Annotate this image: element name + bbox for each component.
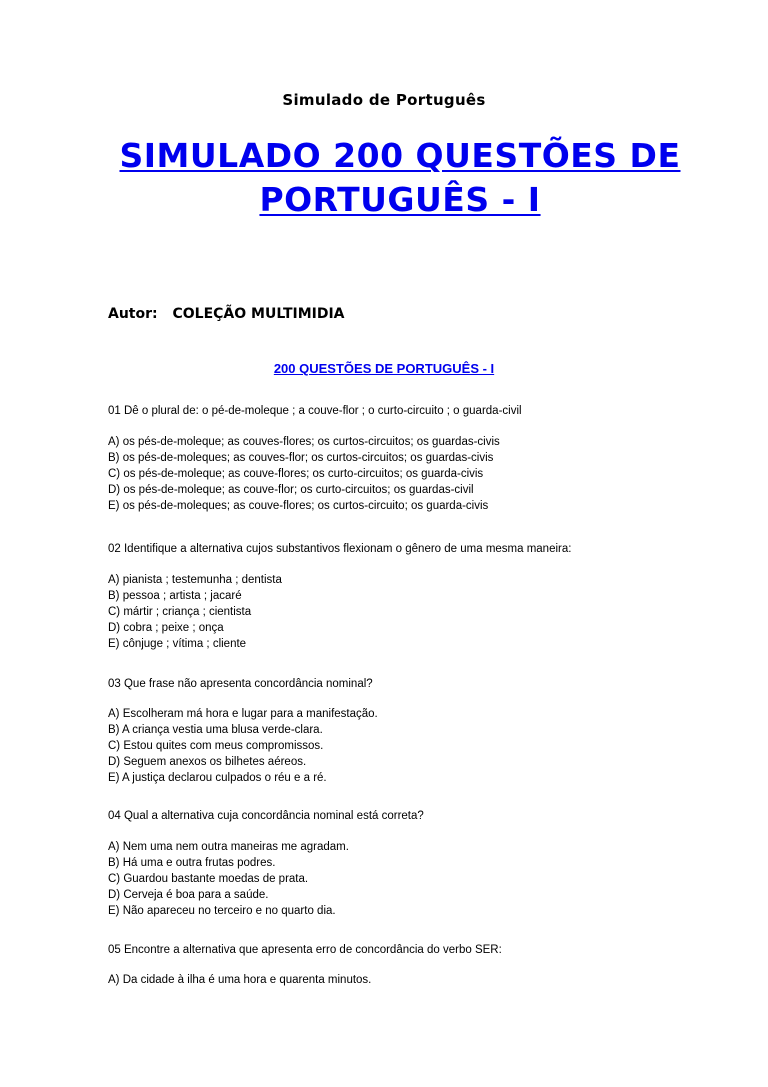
title-line-2[interactable]: PORTUGUÊS - I bbox=[259, 180, 541, 219]
option-4d: D) Cerveja é boa para a saúde. bbox=[108, 889, 269, 901]
option-3c: C) Estou quites com meus compromissos. bbox=[108, 740, 324, 752]
option-1e: E) os pés-de-moleques; as couve-flores; os curtos-circuito; os guarda-civis bbox=[108, 500, 489, 512]
question-3: 03 Que frase não apresenta concordância nominal? bbox=[108, 678, 373, 690]
question-1: 01 Dê o plural de: o pé-de-moleque ; a couve-flor ; o curto-circuito ; o guarda-civil bbox=[108, 405, 522, 417]
author-name: COLEÇÃO MULTIMIDIA bbox=[172, 306, 345, 322]
author-label: Autor: bbox=[108, 306, 158, 322]
option-4a: A) Nem uma nem outra maneiras me agradam. bbox=[108, 841, 349, 853]
section-subtitle[interactable] bbox=[0, 361, 768, 376]
question-2: 02 Identifique a alternativa cujos substantivos flexionam o gênero de uma mesma maneira: bbox=[108, 543, 572, 555]
option-2b: B) pessoa ; artista ; jacaré bbox=[108, 590, 242, 602]
question-4: 04 Qual a alternativa cuja concordância nominal está correta? bbox=[108, 810, 424, 822]
option-3e: E) A justiça declarou culpados o réu e a ré. bbox=[108, 772, 327, 784]
option-4c: C) Guardou bastante moedas de prata. bbox=[108, 873, 309, 885]
subtitle-link[interactable]: 200 QUESTÕES DE PORTUGUÊS - I bbox=[273, 361, 495, 376]
option-2a: A) pianista ; testemunha ; dentista bbox=[108, 574, 282, 586]
option-5a: A) Da cidade à ilha é uma hora e quarenta minutos. bbox=[108, 974, 372, 986]
option-3b: B) A criança vestia uma blusa verde-clara. bbox=[108, 724, 323, 736]
option-1c: C) os pés-de-moleque; as couve-flores; os curto-circuitos; os guarda-civis bbox=[108, 468, 484, 480]
document-title[interactable] bbox=[80, 134, 720, 222]
option-2d: D) cobra ; peixe ; onça bbox=[108, 622, 224, 634]
title-line-1[interactable]: SIMULADO 200 QUESTÕES DE bbox=[119, 136, 681, 175]
option-1d: D) os pés-de-moleque; as couve-flor; os curto-circuitos; os guardas-civil bbox=[108, 484, 474, 496]
option-2e: E) cônjuge ; vítima ; cliente bbox=[108, 638, 247, 650]
running-header: Simulado de Português bbox=[282, 91, 486, 109]
question-5: 05 Encontre a alternativa que apresenta erro de concordância do verbo SER: bbox=[108, 944, 502, 956]
option-1b: B) os pés-de-moleques; as couves-flor; os curtos-circuitos; os guardas-civis bbox=[108, 452, 494, 464]
option-3d: D) Seguem anexos os bilhetes aéreos. bbox=[108, 756, 307, 768]
author-line bbox=[108, 306, 345, 322]
option-2c: C) mártir ; criança ; cientista bbox=[108, 606, 252, 618]
option-4e: E) Não apareceu no terceiro e no quarto dia. bbox=[108, 905, 336, 917]
option-3a: A) Escolheram má hora e lugar para a manifestação. bbox=[108, 708, 378, 720]
option-4b: B) Há uma e outra frutas podres. bbox=[108, 857, 276, 869]
option-1a: A) os pés-de-moleque; as couves-flores; os curtos-circuitos; os guardas-civis bbox=[108, 436, 500, 448]
